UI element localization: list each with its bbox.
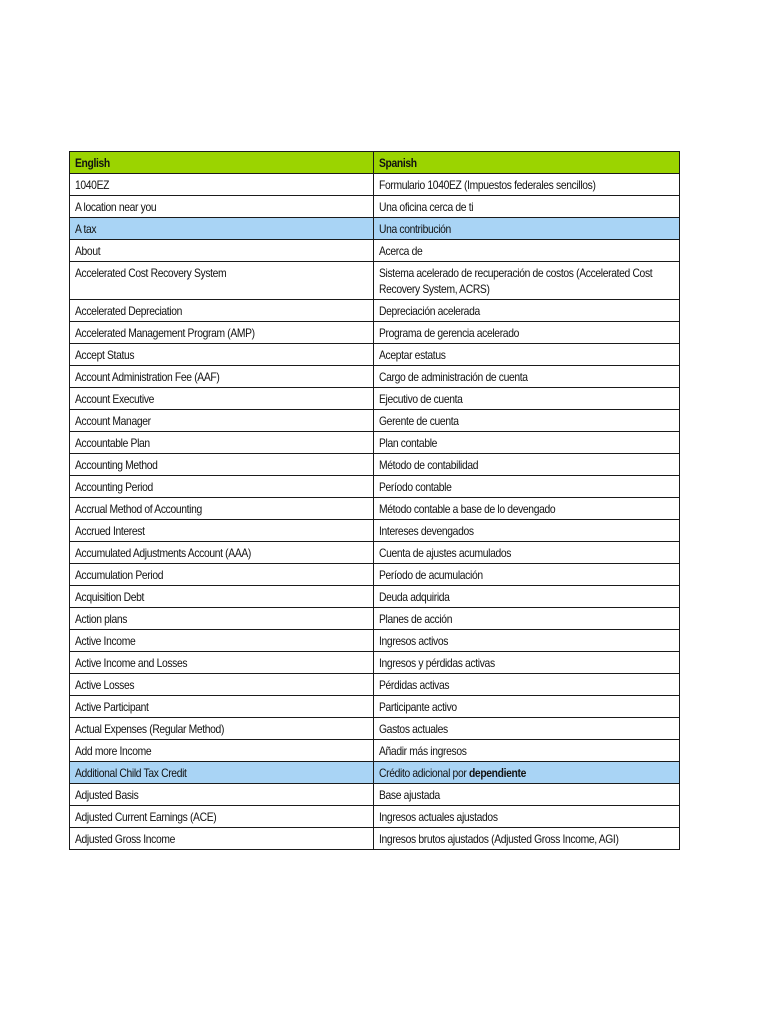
cell-spanish	[374, 762, 680, 784]
english-term: Active Income	[75, 634, 136, 648]
spanish-term: Intereses devengados	[379, 524, 474, 538]
spanish-term: Base ajustada	[379, 788, 440, 802]
cell-spanish	[374, 740, 680, 762]
cell-spanish	[374, 784, 680, 806]
english-term: Accumulated Adjustments Account (AAA)	[75, 546, 251, 560]
spanish-term: Gastos actuales	[379, 722, 448, 736]
table-row	[70, 828, 680, 850]
spanish-term-text: Crédito adicional por	[379, 766, 467, 780]
cell-english	[70, 196, 374, 218]
cell-english	[70, 344, 374, 366]
table-row	[70, 740, 680, 762]
spanish-term: Pérdidas activas	[379, 678, 450, 692]
cell-spanish	[374, 388, 680, 410]
header-spanish-label: Spanish	[379, 156, 417, 170]
header-english-label: English	[75, 156, 110, 170]
header-spanish	[374, 152, 680, 174]
table-row	[70, 366, 680, 388]
table-row	[70, 520, 680, 542]
table-row	[70, 784, 680, 806]
english-term: Adjusted Gross Income	[75, 832, 176, 846]
english-term: Account Executive	[75, 392, 155, 406]
spanish-term: Participante activo	[379, 700, 457, 714]
english-term: Accept Status	[75, 348, 135, 362]
table-row	[70, 630, 680, 652]
table-row	[70, 432, 680, 454]
cell-spanish	[374, 240, 680, 262]
english-term: Active Participant	[75, 700, 149, 714]
cell-english	[70, 696, 374, 718]
english-term: Additional Child Tax Credit	[75, 766, 187, 780]
spanish-term: Ingresos y pérdidas activas	[379, 656, 495, 670]
table-row	[70, 652, 680, 674]
english-term: Acquisition Debt	[75, 590, 145, 604]
english-term: Accrued Interest	[75, 524, 145, 538]
spanish-term: Período de acumulación	[379, 568, 483, 582]
cell-spanish	[374, 174, 680, 196]
header-english	[70, 152, 374, 174]
cell-english	[70, 366, 374, 388]
cell-spanish	[374, 498, 680, 520]
table-row	[70, 300, 680, 322]
table-row	[70, 718, 680, 740]
english-term: Account Manager	[75, 414, 151, 428]
english-term: Active Losses	[75, 678, 135, 692]
spanish-term: Ingresos actuales ajustados	[379, 810, 498, 824]
cell-english	[70, 630, 374, 652]
spanish-term: Aceptar estatus	[379, 348, 446, 362]
cell-english	[70, 300, 374, 322]
english-term: Add more Income	[75, 744, 152, 758]
cell-english	[70, 520, 374, 542]
cell-english	[70, 740, 374, 762]
table-row	[70, 608, 680, 630]
glossary-table	[69, 151, 680, 850]
cell-spanish	[374, 806, 680, 828]
spanish-term: Sistema acelerado de recuperación de costos (Accelerated Cost Recovery System, ACRS)	[379, 266, 653, 296]
table-row	[70, 564, 680, 586]
spanish-term: Formulario 1040EZ (Impuestos federales sencillos)	[379, 178, 596, 192]
spanish-term: Una oficina cerca de ti	[379, 200, 474, 214]
cell-english	[70, 240, 374, 262]
cell-spanish	[374, 454, 680, 476]
spanish-term: Planes de acción	[379, 612, 453, 626]
spanish-term	[379, 765, 526, 781]
table-header-row	[70, 152, 680, 174]
english-term: A location near you	[75, 200, 157, 214]
cell-spanish	[374, 542, 680, 564]
cell-english	[70, 608, 374, 630]
cell-english	[70, 784, 374, 806]
table-row	[70, 476, 680, 498]
cell-spanish	[374, 828, 680, 850]
table-row	[70, 262, 680, 300]
spanish-term: Método contable a base de lo devengado	[379, 502, 556, 516]
cell-spanish	[374, 322, 680, 344]
cell-english	[70, 388, 374, 410]
spanish-term: Una contribución	[379, 222, 451, 236]
cell-english	[70, 564, 374, 586]
cell-spanish	[374, 520, 680, 542]
table-row	[70, 762, 680, 784]
spanish-term: Programa de gerencia acelerado	[379, 326, 519, 340]
cell-english	[70, 498, 374, 520]
spanish-term: Cargo de administración de cuenta	[379, 370, 528, 384]
english-term: Accountable Plan	[75, 436, 150, 450]
table-row	[70, 174, 680, 196]
english-term: Action plans	[75, 612, 128, 626]
cell-english	[70, 476, 374, 498]
cell-english	[70, 806, 374, 828]
spanish-term: Ingresos brutos ajustados (Adjusted Gross Income, AGI)	[379, 832, 619, 846]
cell-spanish	[374, 652, 680, 674]
english-term: Accounting Method	[75, 458, 158, 472]
cell-english	[70, 262, 374, 300]
spanish-term: Añadir más ingresos	[379, 744, 467, 758]
english-term: About	[75, 244, 101, 258]
glossary-table-body	[70, 152, 680, 850]
cell-english	[70, 432, 374, 454]
english-term: Accelerated Depreciation	[75, 304, 183, 318]
table-row	[70, 322, 680, 344]
english-term: Accelerated Cost Recovery System	[75, 266, 227, 280]
cell-spanish	[374, 262, 680, 300]
cell-english	[70, 718, 374, 740]
cell-english	[70, 542, 374, 564]
spanish-term: Cuenta de ajustes acumulados	[379, 546, 512, 560]
table-row	[70, 410, 680, 432]
cell-spanish	[374, 476, 680, 498]
cell-spanish	[374, 718, 680, 740]
cell-english	[70, 586, 374, 608]
cell-spanish	[374, 608, 680, 630]
cell-english	[70, 762, 374, 784]
english-term: Accelerated Management Program (AMP)	[75, 326, 255, 340]
table-row	[70, 586, 680, 608]
cell-english	[70, 674, 374, 696]
cell-spanish	[374, 432, 680, 454]
table-row	[70, 498, 680, 520]
english-term: Adjusted Basis	[75, 788, 139, 802]
cell-spanish	[374, 696, 680, 718]
table-row	[70, 388, 680, 410]
cell-spanish	[374, 674, 680, 696]
spanish-term: Acerca de	[379, 244, 423, 258]
spanish-term: Plan contable	[379, 436, 438, 450]
english-term: Accumulation Period	[75, 568, 164, 582]
spanish-term: Período contable	[379, 480, 452, 494]
cell-spanish	[374, 410, 680, 432]
spanish-term: Ejecutivo de cuenta	[379, 392, 463, 406]
spanish-term: Método de contabilidad	[379, 458, 479, 472]
table-row	[70, 674, 680, 696]
cell-english	[70, 322, 374, 344]
cell-spanish	[374, 218, 680, 240]
spanish-term: Ingresos activos	[379, 634, 449, 648]
table-row	[70, 196, 680, 218]
table-row	[70, 542, 680, 564]
table-row	[70, 240, 680, 262]
english-term: Adjusted Current Earnings (ACE)	[75, 810, 217, 824]
cell-spanish	[374, 630, 680, 652]
cell-english	[70, 410, 374, 432]
english-term: Accrual Method of Accounting	[75, 502, 202, 516]
spanish-term: Depreciación acelerada	[379, 304, 480, 318]
english-term: A tax	[75, 222, 97, 236]
table-row	[70, 454, 680, 476]
table-row	[70, 218, 680, 240]
spanish-term: Deuda adquirida	[379, 590, 450, 604]
cell-spanish	[374, 564, 680, 586]
cell-spanish	[374, 300, 680, 322]
cell-spanish	[374, 196, 680, 218]
cell-spanish	[374, 586, 680, 608]
table-row	[70, 696, 680, 718]
english-term: Actual Expenses (Regular Method)	[75, 722, 225, 736]
english-term: Active Income and Losses	[75, 656, 188, 670]
cell-english	[70, 828, 374, 850]
english-term: 1040EZ	[75, 178, 110, 192]
cell-english	[70, 652, 374, 674]
table-row	[70, 344, 680, 366]
cell-english	[70, 218, 374, 240]
cell-spanish	[374, 344, 680, 366]
english-term: Accounting Period	[75, 480, 153, 494]
english-term: Account Administration Fee (AAF)	[75, 370, 220, 384]
cell-spanish	[374, 366, 680, 388]
spanish-term: Gerente de cuenta	[379, 414, 459, 428]
spanish-term-bold: dependiente	[468, 766, 526, 780]
table-row	[70, 806, 680, 828]
cell-english	[70, 174, 374, 196]
cell-english	[70, 454, 374, 476]
